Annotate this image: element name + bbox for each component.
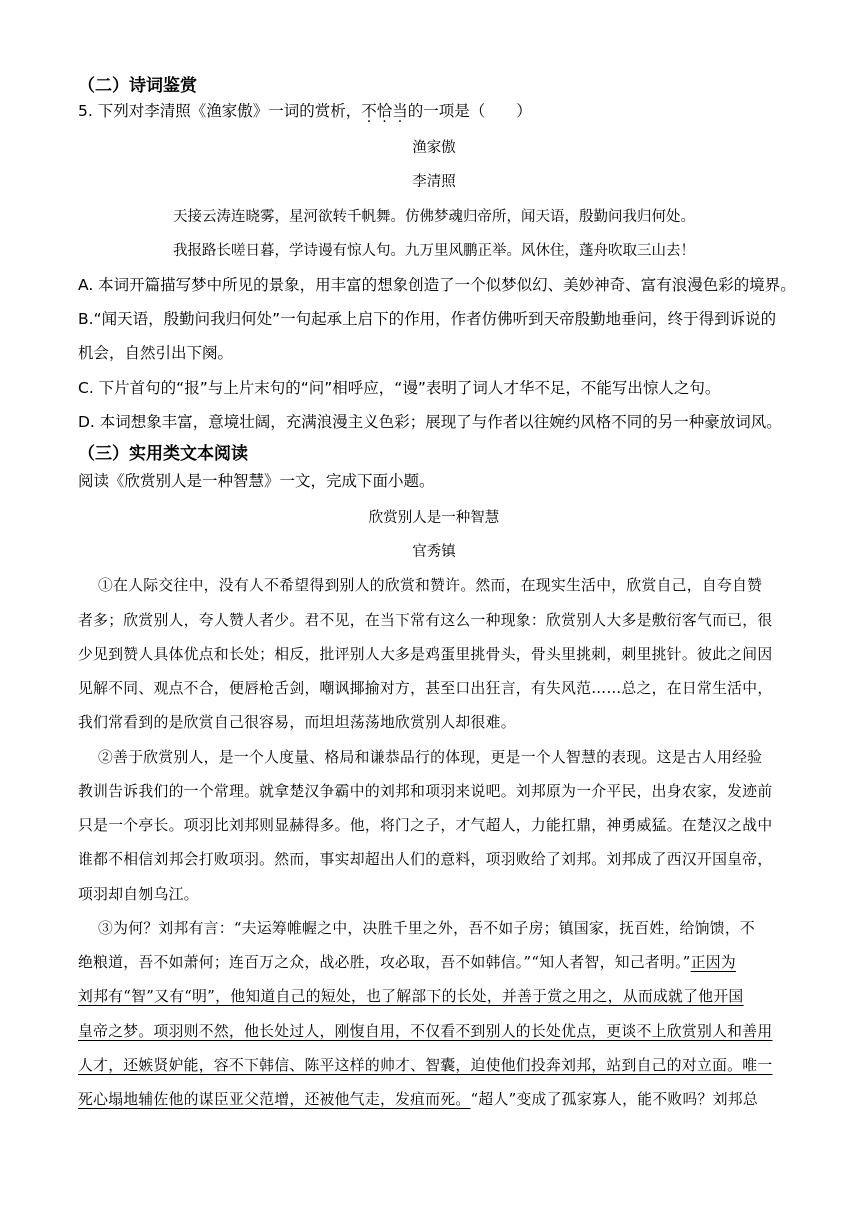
emphasis-char: 不 (361, 102, 377, 120)
underlined-passage: 刘邦有“智”又有“明”，他知道自己的短处，也了解部下的长处，并善于赏之用之，从而成就了他开国 (78, 988, 744, 1005)
paragraph-3-line (78, 951, 736, 972)
paragraph-1-line: 者多；欣赏别人，夸人赞人者少。君不见，在当下常有这么一种现象：欣赏别人大多是敷衍客气而已，很 (78, 612, 773, 629)
paragraph-1-line: 少见到赞人具体优点和长处；相反，批评别人大多是鸡蛋里挑骨头，骨头里挑刺，刺里挑针。彼此之间因 (78, 646, 773, 663)
poem-author: 李清照 (412, 174, 456, 190)
option-b-continued: 机会，自然引出下阕。 (78, 344, 234, 362)
essay-title: 欣赏别人是一种智慧 (368, 510, 500, 526)
section-heading-practical-text: （三）实用类文本阅读 (78, 444, 248, 464)
paragraph-3-text: 绝粮道，吾不如萧何；连百万之众，战必胜，攻必取，吾不如韩信。”“知人者智，知己者明。” (78, 954, 691, 971)
underlined-passage: 皇帝之梦。项羽则不然，他长处过人，刚愎自用，不仅看不到别人的长处优点，更谈不上欣赏别人和善用 (78, 1023, 773, 1040)
paragraph-3-text: “超人”变成了孤家寡人，能不败吗？刘邦总 (470, 1091, 759, 1108)
reading-instructions: 阅读《欣赏别人是一种智慧》一文，完成下面小题。 (78, 472, 435, 490)
paragraph-2-line: 教训告诉我们的一个常理。就拿楚汉争霸中的刘邦和项羽来说吧。刘邦原为一介平民，出身农家，发迹前 (78, 783, 773, 800)
question-5 (78, 99, 532, 121)
option-c: C. 下片首句的“报”与上片末句的“问”相呼应，“谩”表明了词人才华不足，不能写出惊人之句。 (78, 379, 721, 397)
option-a: A. 本词开篇描写梦中所见的景象，用丰富的想象创造了一个似梦似幻、美妙神奇、富有浪漫色彩的境界。 (78, 276, 796, 294)
question-5-suffix: 的一项是（ ） (407, 102, 532, 120)
paragraph-2-line: 谁都不相信刘邦会打败项羽。然而，事实却超出人们的意料，项羽败给了刘邦。刘邦成了西汉开国皇帝， (78, 851, 773, 868)
underlined-passage: 人才，还嫉贤妒能，容不下韩信、陈平这样的帅才、智囊，迫使他们投奔刘邦，站到自己的对立面。唯一 (78, 1057, 773, 1074)
paragraph-2-line: ②善于欣赏别人，是一个人度量、格局和谦恭品行的体现，更是一个人智慧的表现。这是古人用经验 (98, 749, 763, 766)
paragraph-1-line: 我们常看到的是欣赏自己很容易，而坦坦荡荡地欣赏别人却很难。 (78, 714, 516, 731)
option-b: B.“闻天语，殷勤问我归何处”一句起承上启下的作用，作者仿佛听到天帝殷勤地垂问，终于得到诉说的 (78, 310, 777, 328)
section-heading-poetry: （二）诗词鉴赏 (78, 76, 197, 96)
question-5-emphasis (361, 102, 408, 120)
question-5-prefix: 5. 下列对李清照《渔家傲》一词的赏析， (78, 102, 362, 120)
emphasis-char: 当 (392, 102, 408, 120)
paragraph-1-line: ①在人际交往中，没有人不希望得到别人的欣赏和赞许。然而，在现实生活中，欣赏自己，自夸自赞 (98, 577, 763, 594)
paragraph-2-line: 项羽却自刎乌江。 (78, 886, 199, 903)
underlined-passage: 正因为 (690, 954, 736, 971)
underlined-passage: 死心塌地辅佐他的谋臣亚父范增，还被他气走，发疽而死。 (78, 1091, 471, 1108)
paragraph-3-line (78, 1088, 758, 1109)
essay-author: 官秀镇 (412, 544, 456, 560)
poem-line: 我报路长嗟日暮，学诗谩有惊人句。九万里风鹏正举。风休住，蓬舟吹取三山去！ (173, 243, 695, 259)
paragraph-1-line: 见解不同、观点不合，便唇枪舌剑，嘲讽揶揄对方，甚至口出狂言，有失风范……总之，在日常生活中， (78, 680, 773, 697)
poem-title: 渔家傲 (412, 140, 456, 156)
paragraph-2-line: 只是一个亭长。项羽比刘邦则显赫得多。他，将门之子，才气超人，力能扛鼎，神勇威猛。在楚汉之战中 (78, 817, 773, 834)
poem-line: 天接云涛连晓雾，星河欲转千帆舞。仿佛梦魂归帝所，闻天语，殷勤问我归何处。 (173, 209, 695, 225)
paragraph-3-line: ③为何？刘邦有言：“夫运筹帷幄之中，决胜千里之外，吾不如子房；镇国家，抚百姓，给饷馈，不 (98, 920, 756, 937)
emphasis-char: 恰 (376, 102, 393, 120)
option-d: D. 本词想象丰富，意境壮阔，充满浪漫主义色彩；展现了与作者以往婉约风格不同的另一种豪放词风。 (78, 413, 782, 431)
